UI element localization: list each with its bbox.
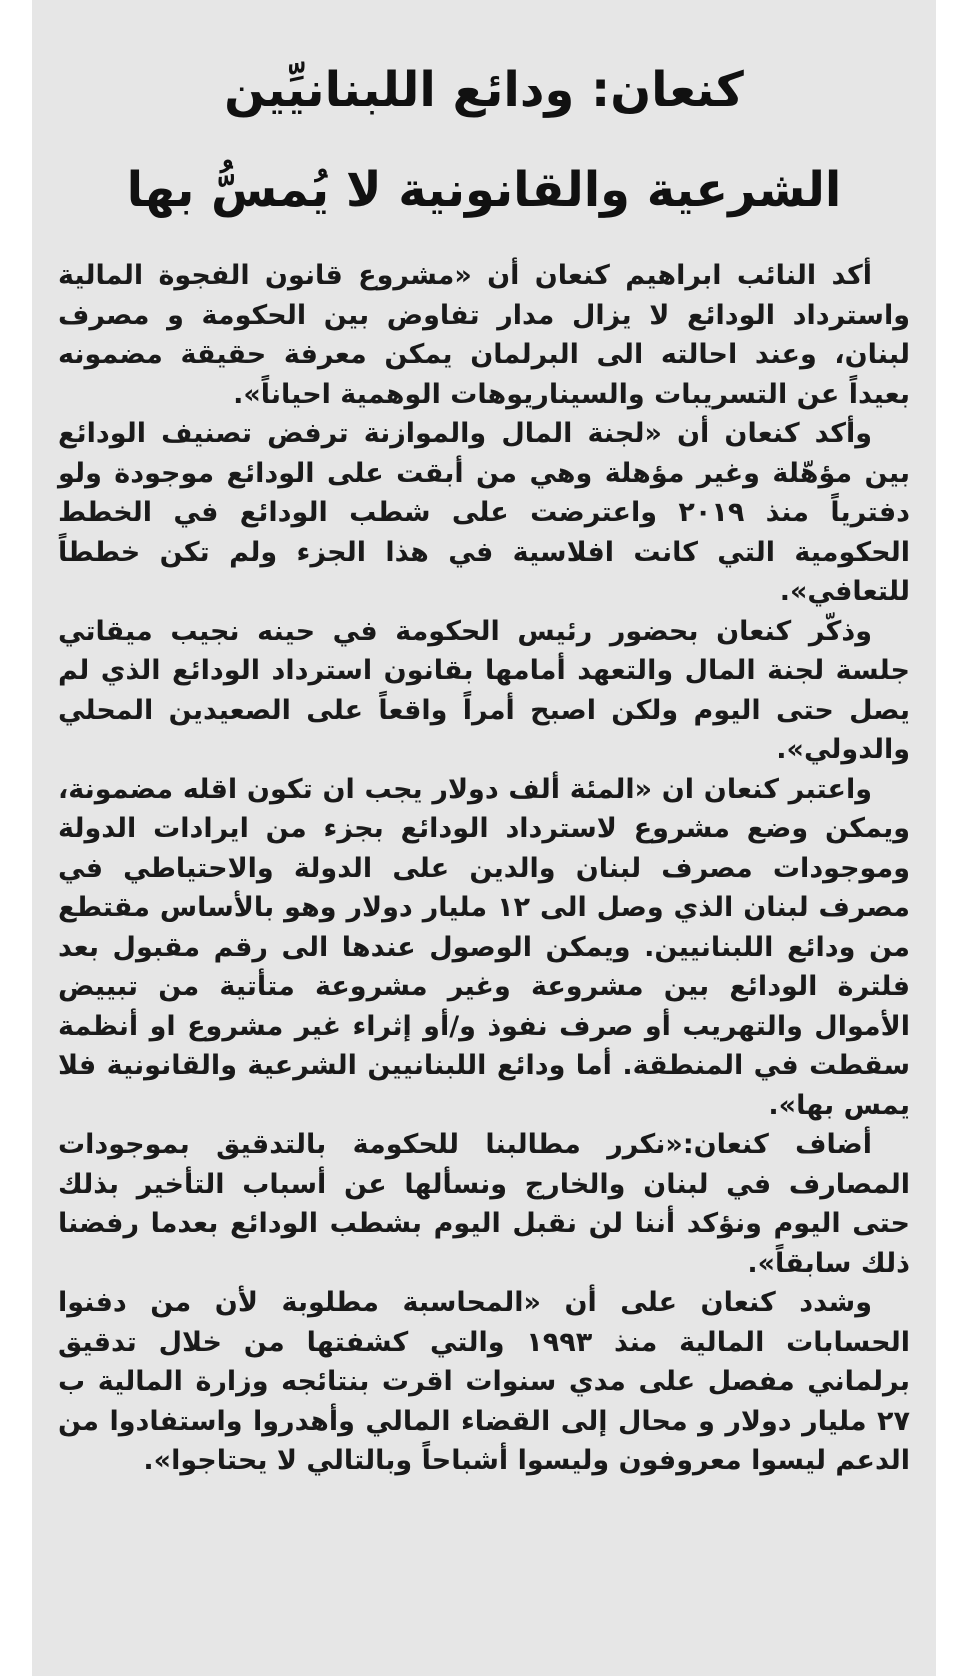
headline-line-2: الشرعية والقانونية لا يُمسُّ بها bbox=[126, 162, 842, 218]
headline bbox=[32, 40, 936, 240]
article-paragraph: وشدد كنعان على أن «المحاسبة مطلوبة لأن من دفنوا الحسابات المالية منذ ١٩٩٣ والتي كشفتها من خلال تدقيق برلماني مفصل على مدي سنوات اقرت بنتائجه وزارة المالية ب ٢٧ مليار دولار و محال إلى القضاء المالي وأهدروا واستفادوا من الدعم ليسوا معروفون وليسوا أشباحاً وبالتالي لا يحتاجوا». bbox=[58, 1287, 910, 1476]
article-paragraph: وذكّر كنعان بحضور رئيس الحكومة في حينه نجيب ميقاتي جلسة لجنة المال والتعهد أمامها بقانون استرداد الودائع الذي لم يصل حتى اليوم ولكن اصبح أمراً واقعاً على الصعيدين المحلي والدولي». bbox=[58, 615, 910, 765]
article-body bbox=[58, 256, 910, 1481]
article-paragraph: وأكد كنعان أن «لجنة المال والموازنة ترفض تصنيف الودائع بين مؤهّلة وغير مؤهلة وهي من أبقت على الودائع موجودة ولو دفترياً منذ ٢٠١٩ واعترضت على شطب الودائع في الخطط الحكومية التي كانت افلاسية في هذا الجزء ولم تكن خططاً للتعافي». bbox=[58, 418, 911, 607]
article-paragraph: واعتبر كنعان ان «المئة ألف دولار يجب ان تكون اقله مضمونة، ويمكن وضع مشروع لاسترداد الودائع بجزء من ايرادات الدولة وموجودات مصرف لبنان والدين على الدولة والاحتياطي في مصرف لبنان الذي وصل الى ١٢ مليار دولار وهو بالأساس مقتطع من ودائع اللبنانيين. ويمكن الوصول عندها الى رقم مقبول بعد فلترة الودائع بين مشروعة وغير مشروعة متأتية من تبييض الأموال والتهريب أو صرف نفوذ و/أو إثراء غير مشروع او أنظمة سقطت في المنطقة. أما ودائع اللبنانيين الشرعية والقانونية فلا يمس بها». bbox=[58, 773, 911, 1121]
article-paragraph: أكد النائب ابراهيم كنعان أن «مشروع قانون الفجوة المالية واسترداد الودائع لا يزال مدار تفاوض بين الحكومة و مصرف لبنان، وعند احالته الى البرلمان يمكن معرفة حقيقة مضمونه بعيداً عن التسريبات والسيناريوهات الوهمية احياناً». bbox=[58, 260, 910, 410]
article-paragraph: أضاف كنعان:«نكرر مطالبنا للحكومة بالتدقيق بموجودات المصارف في لبنان والخارج ونسألها عن أسباب التأخير بذلك حتى اليوم ونؤكد أننا لن نقبل اليوم بشطب الودائع بعدما رفضنا ذلك سابقاً». bbox=[58, 1129, 910, 1279]
headline-line-1: كنعان: ودائع اللبنانيِّين bbox=[224, 62, 744, 118]
